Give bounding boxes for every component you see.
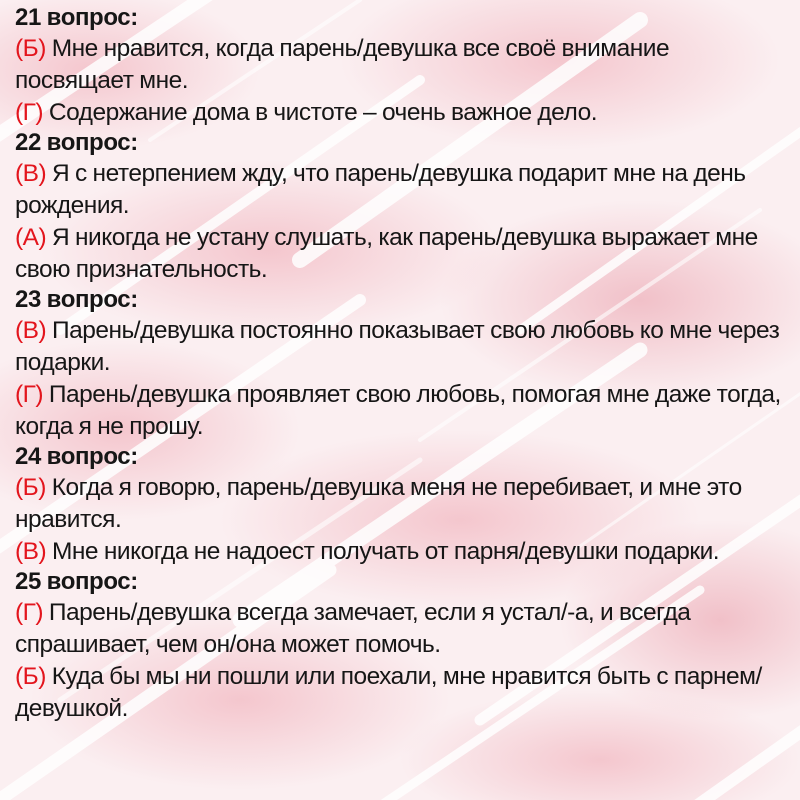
answer-option bbox=[15, 222, 790, 286]
answer-letter: (Б) bbox=[15, 663, 46, 690]
answer-letter: (Г) bbox=[15, 99, 44, 126]
answer-text: Я никогда не устану слушать, как парень/девушка выражает мне свою признательность. bbox=[15, 224, 758, 283]
answer-option bbox=[15, 597, 790, 661]
answer-text: Я с нетерпением жду, что парень/девушка подарит мне на день рождения. bbox=[15, 160, 746, 219]
answer-letter: (В) bbox=[15, 538, 47, 565]
question-title: 22 вопрос: bbox=[15, 129, 138, 156]
question-block bbox=[15, 4, 790, 129]
answer-text: Мне нравится, когда парень/девушка все своё внимание посвящает мне. bbox=[15, 35, 670, 94]
answer-letter: (А) bbox=[15, 224, 47, 251]
question-title: 25 вопрос: bbox=[15, 568, 138, 595]
answer-option bbox=[15, 33, 790, 97]
answer-option bbox=[15, 315, 790, 379]
answer-letter: (В) bbox=[15, 160, 47, 187]
answer-text: Парень/девушка всегда замечает, если я устал/-а, и всегда спрашивает, чем он/она может помочь. bbox=[15, 599, 691, 658]
answer-letter: (Б) bbox=[15, 35, 46, 62]
answer-letter: (Г) bbox=[15, 381, 44, 408]
question-block bbox=[15, 568, 790, 725]
answer-text: Мне никогда не надоест получать от парня/девушки подарки. bbox=[51, 538, 720, 565]
answer-option bbox=[15, 661, 790, 725]
answer-letter: (В) bbox=[15, 317, 47, 344]
question-title: 21 вопрос: bbox=[15, 4, 138, 31]
answer-text: Содержание дома в чистоте – очень важное дело. bbox=[48, 99, 597, 126]
answer-option bbox=[15, 472, 790, 536]
answer-letter: (Б) bbox=[15, 474, 46, 501]
question-block bbox=[15, 443, 790, 568]
answer-option bbox=[15, 536, 790, 568]
question-block bbox=[15, 129, 790, 286]
answer-text: Куда бы мы ни пошли или поехали, мне нравится быть с парнем/девушкой. bbox=[15, 663, 762, 722]
answer-text: Когда я говорю, парень/девушка меня не перебивает, и мне это нравится. bbox=[15, 474, 742, 533]
question-block bbox=[15, 286, 790, 443]
question-title: 23 вопрос: bbox=[15, 286, 138, 313]
answer-text: Парень/девушка проявляет свою любовь, помогая мне даже тогда, когда я не прошу. bbox=[15, 381, 781, 440]
answer-option bbox=[15, 158, 790, 222]
answer-letter: (Г) bbox=[15, 599, 44, 626]
answer-option bbox=[15, 97, 790, 129]
answer-option bbox=[15, 379, 790, 443]
question-title: 24 вопрос: bbox=[15, 443, 138, 470]
answer-text: Парень/девушка постоянно показывает свою любовь ко мне через подарки. bbox=[15, 317, 780, 376]
